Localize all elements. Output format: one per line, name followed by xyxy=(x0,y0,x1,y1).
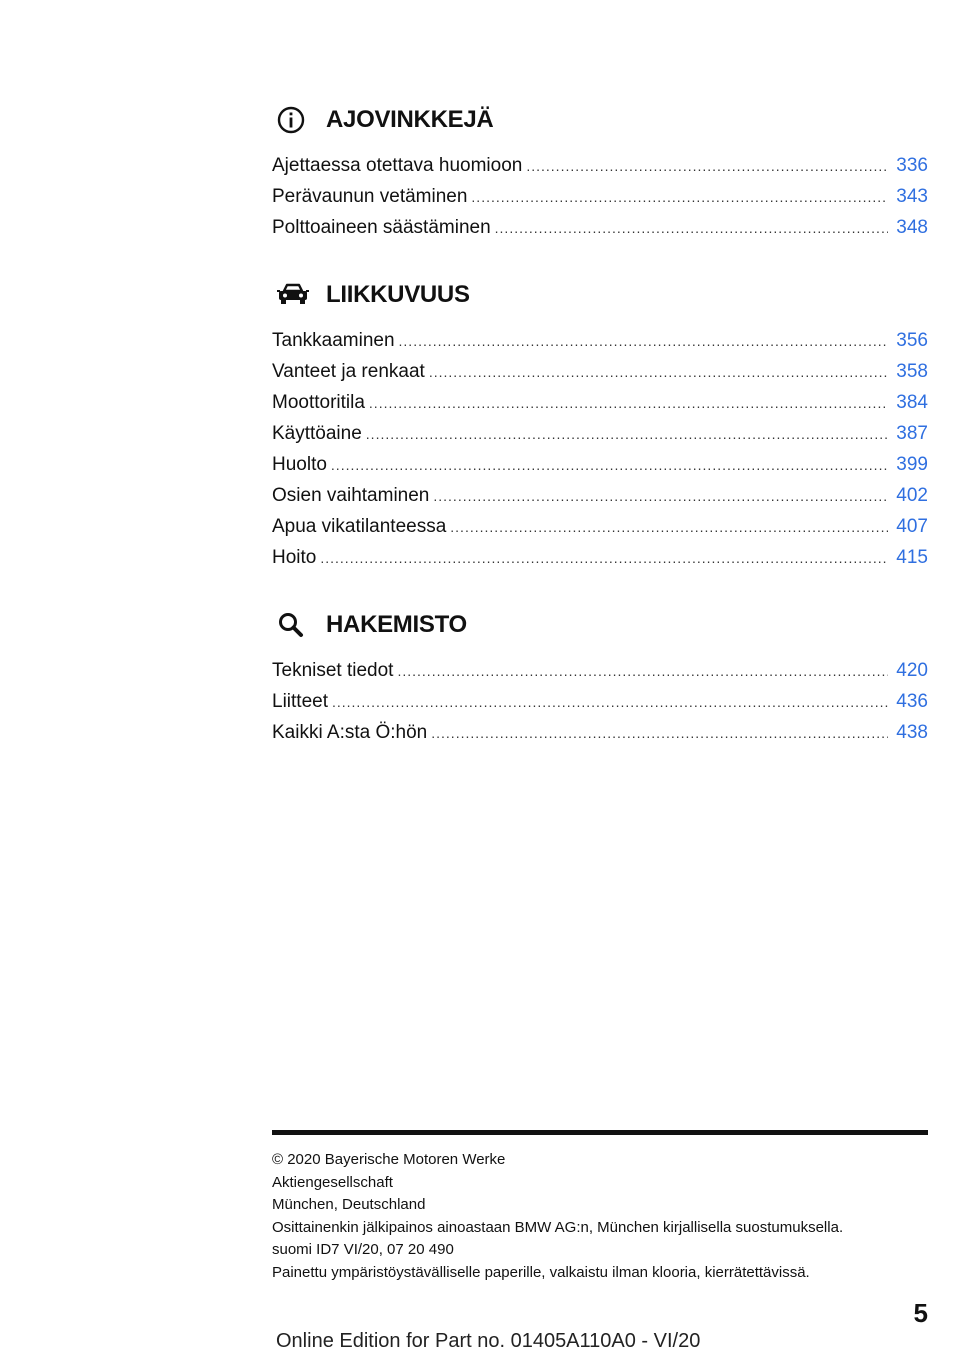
leader-dots xyxy=(431,718,888,749)
toc-entry-label: Ajettaessa otettava huomioon xyxy=(272,155,523,176)
leader-dots xyxy=(429,357,888,388)
section-heading xyxy=(272,100,928,140)
leader-dots xyxy=(526,151,888,182)
footer-rule xyxy=(272,1130,928,1135)
toc-entry[interactable] xyxy=(272,717,928,748)
toc-page-link[interactable]: 399 xyxy=(896,454,928,475)
leader-dots xyxy=(399,326,889,357)
toc-page-link[interactable]: 387 xyxy=(896,423,928,444)
imprint-line: Osittainenkin jälkipainos ainoastaan BMW AG:n, München kirjallisella suostumuksella. xyxy=(272,1218,844,1236)
toc-page-link[interactable]: 415 xyxy=(896,547,928,568)
leader-dots xyxy=(369,388,888,419)
section-title: HAKEMISTO xyxy=(326,611,467,638)
toc-entry[interactable] xyxy=(272,480,928,511)
imprint-line: Aktiengesellschaft xyxy=(272,1173,393,1191)
toc-page-link[interactable]: 336 xyxy=(896,155,928,176)
leader-dots xyxy=(471,182,888,213)
section-title: AJOVINKKEJÄ xyxy=(326,106,494,133)
toc-entry[interactable] xyxy=(272,325,928,356)
section-title: LIIKKUVUUS xyxy=(326,281,470,308)
car-icon xyxy=(276,275,316,315)
toc-entry-label: Tankkaaminen xyxy=(272,330,395,351)
toc-entry-label: Vanteet ja renkaat xyxy=(272,361,425,382)
toc-page-link[interactable]: 348 xyxy=(896,217,928,238)
imprint-line: München, Deutschland xyxy=(272,1196,426,1213)
toc-page-link[interactable]: 384 xyxy=(896,392,928,413)
toc-entry-label: Hoito xyxy=(272,547,317,568)
imprint-line: suomi ID7 VI/20, 07 20 490 xyxy=(272,1241,454,1258)
edition-line: Online Edition for Part no. 01405A110A0 - VI/20 xyxy=(276,1330,701,1352)
toc-page-link[interactable]: 356 xyxy=(896,330,928,351)
section-heading xyxy=(272,605,928,645)
leader-dots xyxy=(433,481,888,512)
imprint-block xyxy=(272,1149,932,1284)
imprint-line: Painettu ympäristöystävälliselle paperille, valkaistu ilman klooria, kierrätettävissä. xyxy=(272,1263,810,1281)
leader-dots xyxy=(332,687,888,718)
toc-page-link[interactable]: 343 xyxy=(896,186,928,207)
toc-list xyxy=(272,655,928,748)
toc-entry-label: Perävaunun vetäminen xyxy=(272,186,468,207)
section-hakemisto xyxy=(272,605,928,748)
leader-dots xyxy=(397,656,888,687)
info-icon xyxy=(276,100,316,140)
toc-entry-label: Liitteet xyxy=(272,691,328,712)
toc-entry[interactable] xyxy=(272,181,928,212)
toc-page-link[interactable]: 358 xyxy=(896,361,928,382)
toc-entry[interactable] xyxy=(272,150,928,181)
toc-page-link[interactable]: 420 xyxy=(896,660,928,681)
table-of-contents xyxy=(272,100,928,780)
toc-entry[interactable] xyxy=(272,387,928,418)
toc-entry-label: Huolto xyxy=(272,454,327,475)
toc-page-link[interactable]: 407 xyxy=(896,516,928,537)
toc-entry-label: Tekniset tiedot xyxy=(272,660,394,681)
section-ajovinkkeja xyxy=(272,100,928,243)
toc-entry[interactable] xyxy=(272,655,928,686)
toc-entry[interactable] xyxy=(272,418,928,449)
toc-page-link[interactable]: 436 xyxy=(896,691,928,712)
toc-entry[interactable] xyxy=(272,542,928,573)
section-heading xyxy=(272,275,928,315)
toc-entry[interactable] xyxy=(272,686,928,717)
leader-dots xyxy=(495,213,889,244)
toc-entry-label: Moottoritila xyxy=(272,392,365,413)
toc-entry-label: Käyttöaine xyxy=(272,423,362,444)
leader-dots xyxy=(320,543,888,574)
toc-list xyxy=(272,150,928,243)
toc-entry[interactable] xyxy=(272,449,928,480)
section-liikkuvuus xyxy=(272,275,928,573)
toc-entry[interactable] xyxy=(272,356,928,387)
toc-entry-label: Kaikki A:sta Ö:hön xyxy=(272,722,428,743)
toc-page-link[interactable]: 402 xyxy=(896,485,928,506)
toc-page-link[interactable]: 438 xyxy=(896,722,928,743)
page-number: 5 xyxy=(913,1298,928,1328)
leader-dots xyxy=(331,450,888,481)
leader-dots xyxy=(366,419,889,450)
toc-entry-label: Apua vikatilanteessa xyxy=(272,516,447,537)
toc-entry[interactable] xyxy=(272,511,928,542)
leader-dots xyxy=(450,512,888,543)
toc-entry-label: Polttoaineen säästäminen xyxy=(272,217,491,238)
search-icon xyxy=(276,605,316,645)
imprint-line: © 2020 Bayerische Motoren Werke xyxy=(272,1151,506,1168)
toc-entry[interactable] xyxy=(272,212,928,243)
toc-list xyxy=(272,325,928,573)
toc-entry-label: Osien vaihtaminen xyxy=(272,485,430,506)
